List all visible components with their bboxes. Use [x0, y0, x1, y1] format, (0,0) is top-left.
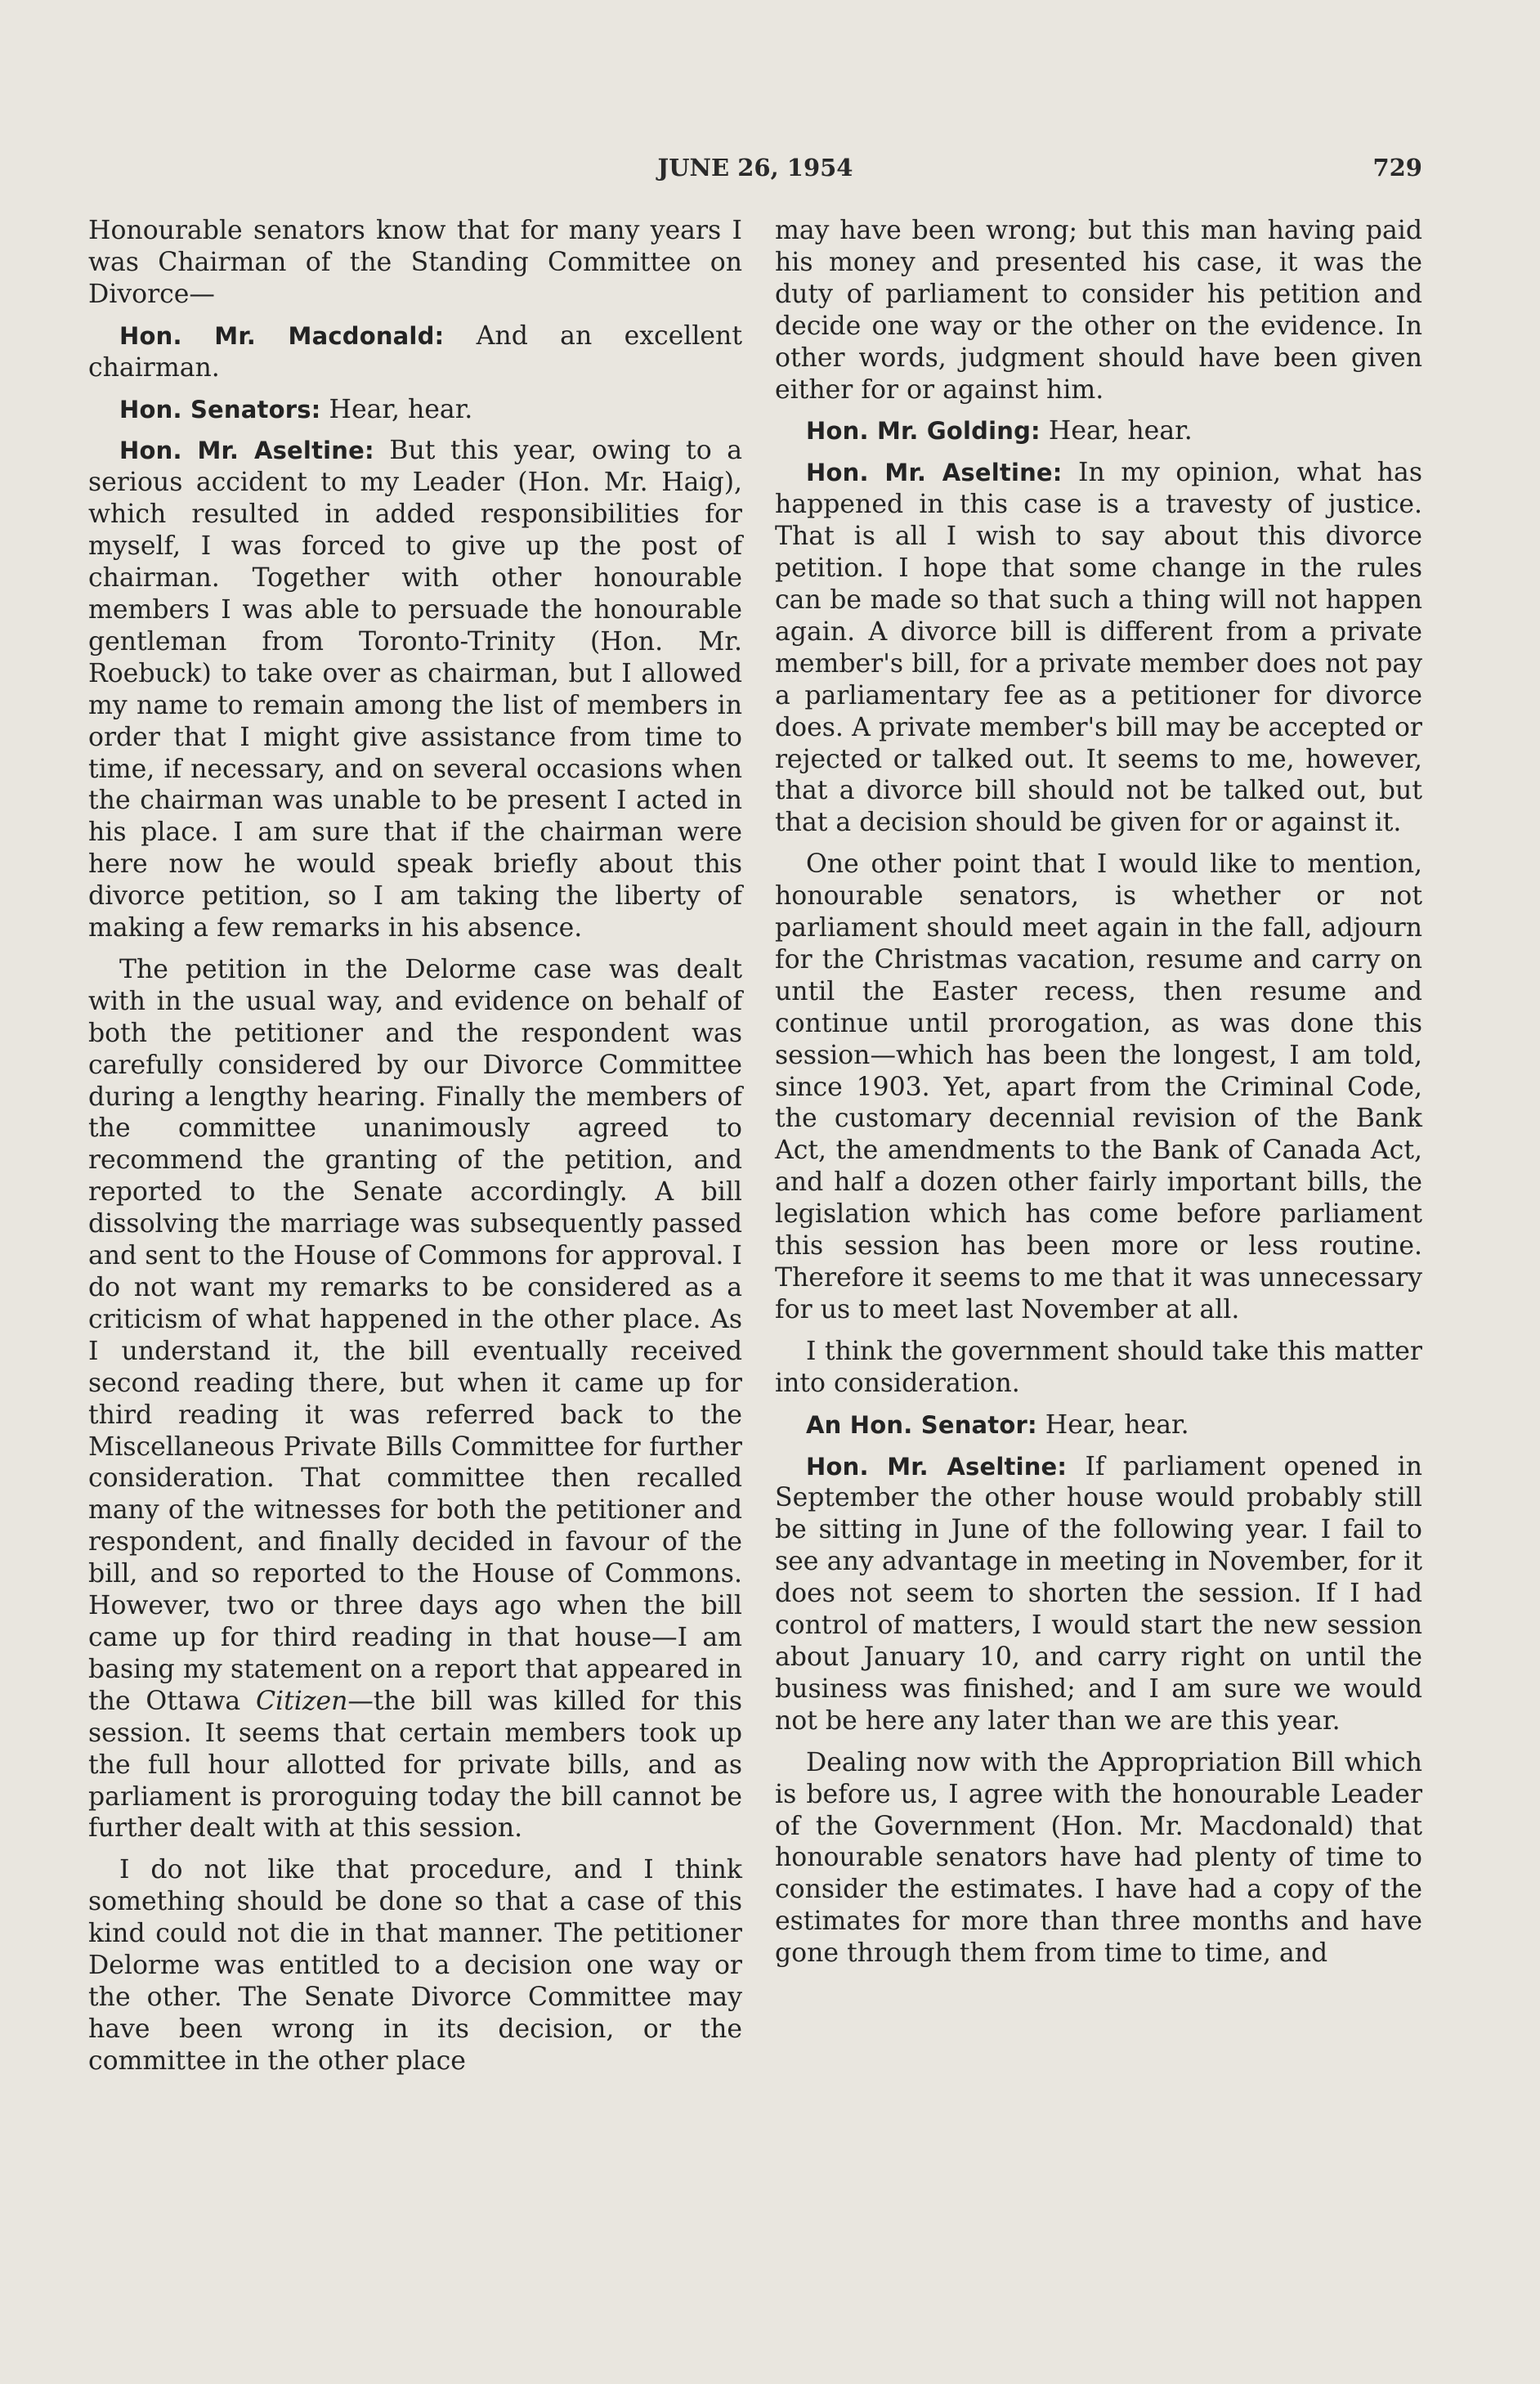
paragraph [88, 320, 742, 384]
paragraph [775, 1451, 1422, 1737]
page-date: JUNE 26, 1954 [657, 154, 853, 181]
speech-text: In my opinion, what has happened in this case is a travesty of justice. That is all I wish to say about this divorce petition. I hope that some change in the rules can be made so that such a thing will not happen again. A divorce bill is different from a private member's bill, for a private member does not pay a parliamentary fee as a petitioner for divorce does. A private member's bill may be accepted or rejected or talked out. It seems to me, however, that a divorce bill should not be talked out, but that a decision should be given for or against it. [775, 458, 1422, 838]
speech-text: Hear, hear. [320, 394, 473, 424]
speech-text: Hear, hear. [1036, 1409, 1189, 1440]
paragraph: may have been wrong; but this man having paid his money and presented his case, it was the duty of parliament to consider his petition and decide one way or the other on the evidence. In other words, judgment should have been given either for or against him. [775, 216, 1422, 405]
speaker-name: Hon. Mr. Aseltine: [119, 437, 374, 465]
speaker-name: Hon. Mr. Golding: [806, 417, 1041, 446]
page-header [88, 154, 1422, 195]
paragraph-text: The petition in the Delorme case was dealt with in the usual way, and evidence on behalf of both the petitioner and the respondent was carefully considered by our Divorce Committee during a lengthy hearing. Finally the members of the committee unanimously agreed to recommend the granting of the petition, and reported to the Senate accordingly. A bill dissolving the marriage was subsequently passed and sent to the House of Commons for approval. I do not want my remarks to be considered as a criticism of what happened in the other place. As I understand it, the bill eventually received second reading there, but when it came up for third reading it was referred back to the Miscellaneous Private Bills Committee for further consideration. That committee then recalled many of the witnesses for both the petitioner and respondent, and finally decided in favour of the bill, and so reported to the House of Commons. However, two or three days ago when the bill came up for third reading in that house—I am basing my statement on a report that appeared in the Ottawa [88, 954, 742, 1716]
left-column [88, 215, 742, 2087]
speech-text: But this year, owing to a serious accident to my Leader (Hon. Mr. Haig), which resulted in added responsibilities for myself, I was forced to give up the post of chairman. Together with other honourable members I was able to persuade the honourable gentleman from Toronto-Trinity (Hon. Mr. Roebuck) to take over as chairman, but I allowed my name to remain among the list of members in order that I might give assistance from time to time, if necessary, and on several occasions when the chairman was unable to be present I acted in his place. I am sure that if the chairman were here now he would speak briefly about this divorce petition, so I am taking the liberty of making a few remarks in his absence. [88, 436, 742, 943]
newspaper-title: Citizen [255, 1686, 348, 1716]
speaker-name: Hon. Mr. Aseltine: [806, 459, 1063, 487]
speech-text: And an excellent chairman. [88, 320, 742, 383]
paragraph: Honourable senators know that for many years I was Chairman of the Standing Committee on Divorce— [88, 216, 742, 309]
paragraph: Dealing now with the Appropriation Bill which is before us, I agree with the honourable Leader of the Government (Hon. Mr. Macdonald) that honourable senators have had plenty of time to consider the estimates. I have had a copy of the estimates for more than three months and have gone through them from time to time, and [775, 1747, 1422, 1969]
speaker-name: Hon. Senators: [119, 395, 321, 423]
paragraph: I do not like that procedure, and I think something should be done so that a case of this kind could not die in that manner. The petitioner Delorme was entitled to a decision one way or the other. The Senate Divorce Committee may have been wrong in its decision, or the committee in the other place [88, 1855, 742, 2076]
paragraph [775, 457, 1422, 839]
speaker-name: Hon. Mr. Macdonald: [119, 321, 445, 350]
paragraph [88, 394, 742, 426]
paragraph: I think the government should take this matter into consideration. [775, 1336, 1422, 1398]
paragraph-text: —the bill was killed for this session. It seems that certain members took up the full hour allotted for private bills, and as parliament is proroguing today the bill cannot be further dealt with at this session. [88, 1686, 742, 1844]
paragraph: One other point that I would like to mention, honourable senators, is whether or not parliament should meet again in the fall, adjourn for the Christmas vacation, resume and carry on until the Easter recess, then resume and continue until prorogation, as was done this session—which has been the longest, I am told, since 1903. Yet, apart from the Criminal Code, the customary decennial revision of the Bank Act, the amendments to the Bank of Canada Act, and half a dozen other fairly important bills, the legislation which has come before parliament this session has been more or less routine. Therefore it seems to me that it was unnecessary for us to meet last November at all. [775, 849, 1422, 1324]
page-number: 729 [1372, 154, 1422, 181]
paragraph [775, 1409, 1422, 1441]
speaker-name: An Hon. Senator: [806, 1410, 1037, 1439]
paragraph [775, 415, 1422, 447]
speaker-name: Hon. Mr. Aseltine: [806, 1452, 1068, 1481]
paragraph [88, 954, 742, 1844]
right-column [775, 215, 1422, 1979]
paragraph [88, 435, 742, 944]
speech-text: If parliament opened in September the other house would probably still be sitting in June of the following year. I fail to see any advantage in meeting in November, for it does not seem to shorten the session. If I had control of matters, I would start the new session about January 10, and carry right on until the business was finished; and I am sure we would not be here any later than we are this year. [775, 1451, 1422, 1736]
speech-text: Hear, hear. [1040, 416, 1193, 446]
